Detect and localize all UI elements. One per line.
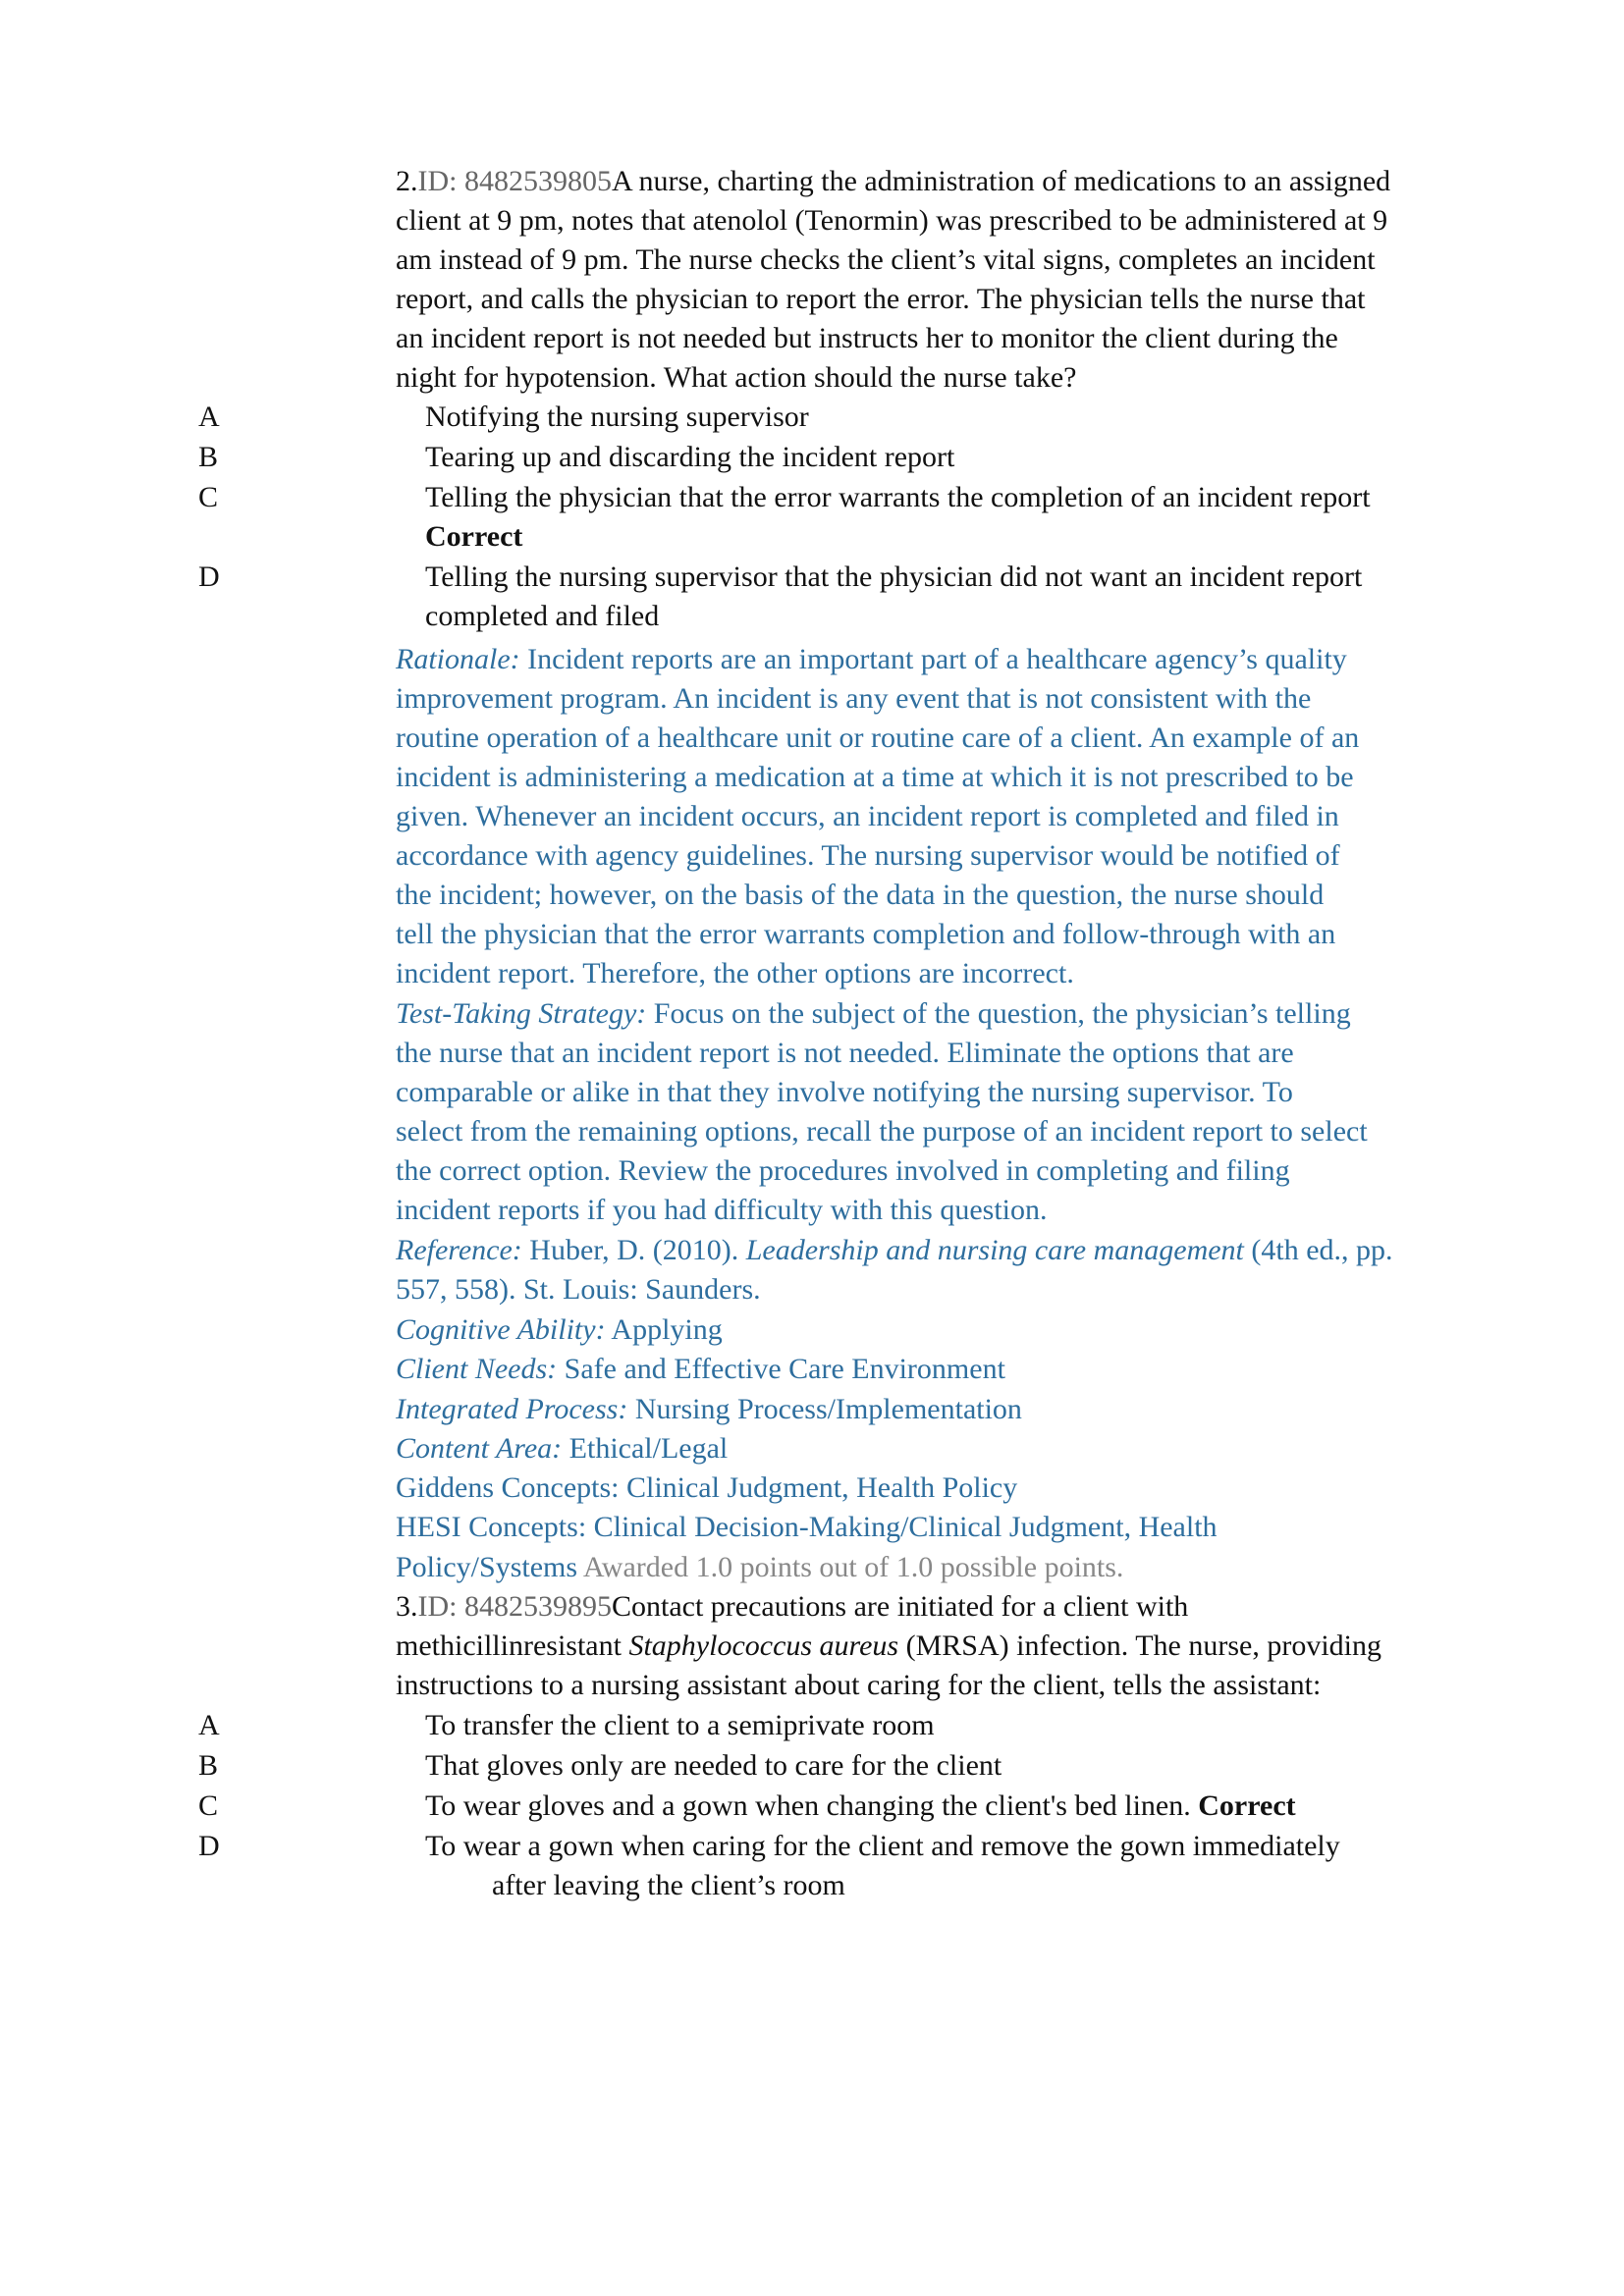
hesi-concepts-line-1: HESI Concepts: Clinical Decision-Making/Clinical Judgment, Health xyxy=(396,1511,1218,1543)
q2-option-d-letter: D xyxy=(198,561,220,593)
q3-option-d-text-2: after leaving the client’s room xyxy=(492,1869,845,1901)
q2-stem-line-4: report, and calls the physician to report the error. The physician tells the nurse that xyxy=(396,283,1366,315)
q2-option-a-letter: A xyxy=(198,400,220,433)
client-needs: Client Needs: Safe and Effective Care Environment xyxy=(396,1353,1005,1385)
q2-option-c-letter: C xyxy=(198,481,219,513)
strategy-line-5: the correct option. Review the procedures involved in completing and filing xyxy=(396,1154,1290,1187)
strategy-line-2: the nurse that an incident report is not needed. Eliminate the options that are xyxy=(396,1037,1294,1069)
reference-label: Reference: xyxy=(396,1234,522,1266)
reference-line-1: Reference: Huber, D. (2010). Leadership and nursing care management (4th ed., pp. xyxy=(396,1234,1393,1266)
q2-stem-line-1: 2.ID: 8482539805A nurse, charting the administration of medications to an assigned xyxy=(396,165,1391,197)
rationale-line-8: tell the physician that the error warrants completion and follow-through with an xyxy=(396,918,1336,950)
q3-id: ID: 8482539895 xyxy=(417,1590,612,1623)
rationale-line-2: improvement program. An incident is any event that is not consistent with the xyxy=(396,682,1312,715)
rationale-line-1: Rationale: Incident reports are an important part of a healthcare agency’s quality xyxy=(396,643,1347,675)
q3-correct-label: Correct xyxy=(1198,1789,1296,1822)
q2-option-d-text-2: completed and filed xyxy=(425,600,660,632)
hesi-concepts-line-2: Policy/Systems Awarded 1.0 points out of 1.0 possible points. xyxy=(396,1551,1124,1583)
organism-name: Staphylococcus aureus xyxy=(628,1629,899,1662)
q3-option-a-text: To transfer the client to a semiprivate room xyxy=(425,1709,935,1741)
strategy-line-3: comparable or alike in that they involve notifying the nursing supervisor. To xyxy=(396,1076,1293,1108)
q3-option-d-letter: D xyxy=(198,1830,220,1862)
q3-number: 3. xyxy=(396,1590,418,1623)
awarded-points: Awarded 1.0 points out of 1.0 possible points. xyxy=(577,1551,1124,1583)
q3-option-c-text: To wear gloves and a gown when changing the client's bed linen. Correct xyxy=(425,1789,1296,1822)
q2-stem-line-6: night for hypotension. What action should the nurse take? xyxy=(396,361,1077,394)
q2-option-b-text: Tearing up and discarding the incident report xyxy=(425,441,955,473)
reference-line-2: 557, 558). St. Louis: Saunders. xyxy=(396,1273,761,1306)
q3-stem-line-2: methicillinresistant Staphylococcus aureus (MRSA) infection. The nurse, providing xyxy=(396,1629,1382,1662)
strategy-label: Test-Taking Strategy: xyxy=(396,997,647,1030)
rationale-line-5: given. Whenever an incident occurs, an incident report is completed and filed in xyxy=(396,800,1339,832)
q3-option-b-letter: B xyxy=(198,1749,219,1782)
rationale-line-9: incident report. Therefore, the other options are incorrect. xyxy=(396,957,1074,989)
rationale-label: Rationale: xyxy=(396,643,520,675)
rationale-line-4: incident is administering a medication at a time at which it is not prescribed to be xyxy=(396,761,1354,793)
content-area: Content Area: Ethical/Legal xyxy=(396,1432,729,1465)
rationale-line-7: the incident; however, on the basis of the data in the question, the nurse should xyxy=(396,879,1325,911)
strategy-line-4: select from the remaining options, recall the purpose of an incident report to select xyxy=(396,1115,1368,1148)
q3-option-c-letter: C xyxy=(198,1789,219,1822)
q2-number: 2. xyxy=(396,165,418,197)
q2-stem-line-3: am instead of 9 pm. The nurse checks the client’s vital signs, completes an incident xyxy=(396,243,1376,276)
q3-stem-line-3: instructions to a nursing assistant about caring for the client, tells the assistant: xyxy=(396,1669,1322,1701)
strategy-line-1: Test-Taking Strategy: Focus on the subject of the question, the physician’s telling xyxy=(396,997,1351,1030)
q3-option-b-text: That gloves only are needed to care for the client xyxy=(425,1749,1002,1782)
rationale-line-3: routine operation of a healthcare unit or routine care of a client. An example of an xyxy=(396,721,1360,754)
strategy-line-6: incident reports if you had difficulty with this question. xyxy=(396,1194,1048,1226)
q3-stem-line-1: 3.ID: 8482539895Contact precautions are initiated for a client with xyxy=(396,1590,1189,1623)
reference-title: Leadership and nursing care management xyxy=(745,1234,1244,1266)
q2-id: ID: 8482539805 xyxy=(417,165,612,197)
q2-option-c-text: Telling the physician that the error warrants the completion of an incident report xyxy=(425,481,1371,513)
q3-option-d-text-1: To wear a gown when caring for the client and remove the gown immediately xyxy=(425,1830,1340,1862)
q2-stem-line-2: client at 9 pm, notes that atenolol (Tenormin) was prescribed to be administered at 9 xyxy=(396,204,1388,237)
giddens-concepts: Giddens Concepts: Clinical Judgment, Health Policy xyxy=(396,1471,1018,1504)
q3-option-a-letter: A xyxy=(198,1709,220,1741)
q2-option-d-text-1: Telling the nursing supervisor that the physician did not want an incident report xyxy=(425,561,1363,593)
q2-option-a-text: Notifying the nursing supervisor xyxy=(425,400,809,433)
q2-correct-label: Correct xyxy=(425,520,523,553)
q2-option-b-letter: B xyxy=(198,441,219,473)
q2-stem-line-5: an incident report is not needed but instructs her to monitor the client during the xyxy=(396,322,1338,354)
rationale-line-6: accordance with agency guidelines. The nursing supervisor would be notified of xyxy=(396,839,1340,872)
integrated-process: Integrated Process: Nursing Process/Implementation xyxy=(396,1393,1022,1425)
cognitive-ability: Cognitive Ability: Applying xyxy=(396,1313,723,1346)
